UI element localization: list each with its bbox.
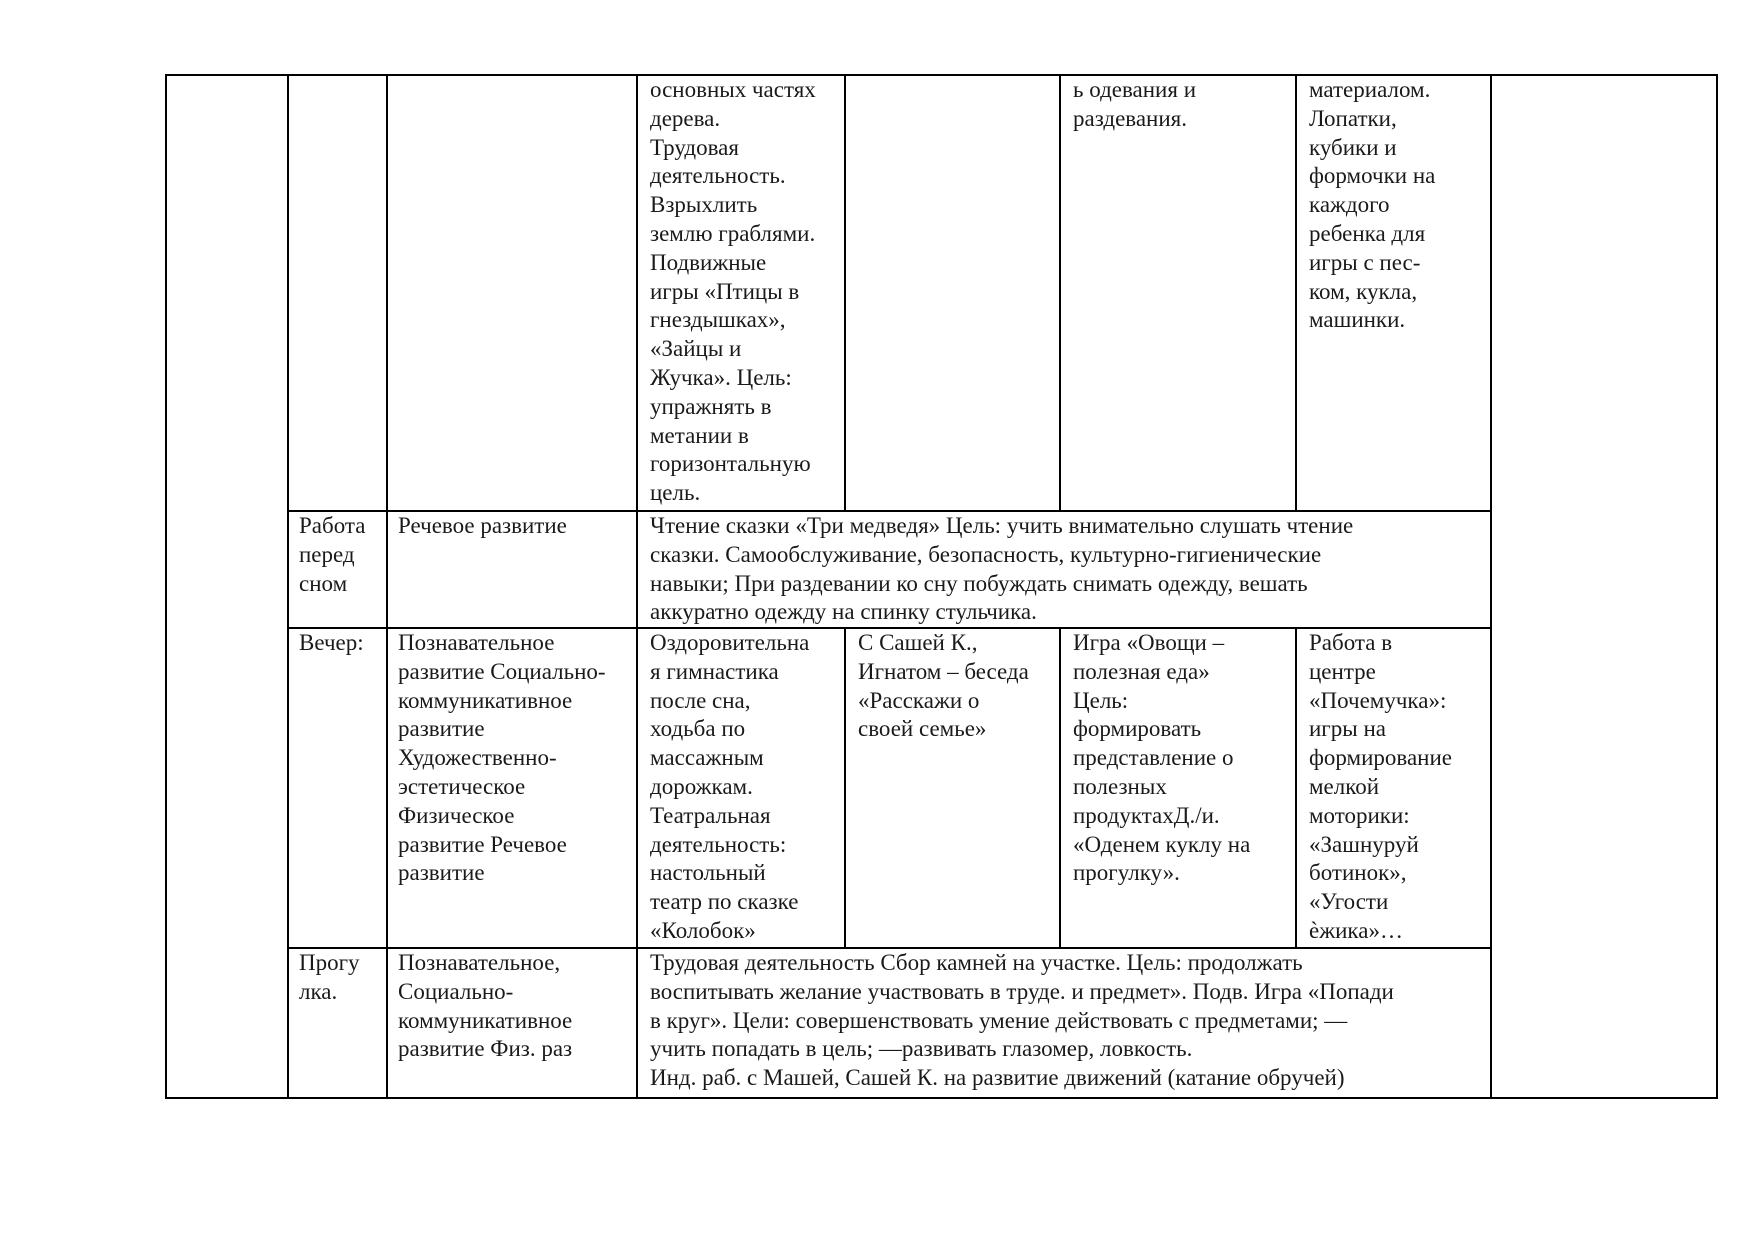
table-border-bottom [165,1097,1718,1099]
column-divider [1295,74,1297,511]
table-cell-game: Игра «Овощи – полезная еда» Цель: формировать представление о полезных продуктахД./и. «Оденем куклу на прогулку». [1073,630,1251,886]
column-divider [844,627,846,949]
row-label-evening: Вечер: [299,630,364,655]
row-label-walk: Прогу лка. [299,950,360,1004]
column-divider [1059,627,1061,949]
column-divider [1490,74,1492,1099]
table-cell-education-area: Познавательное развитие Социально- коммуникативное развитие Художественно- эстетическое Физическое развитие Речевое развитие [398,630,606,886]
column-divider [386,74,388,1099]
table-cell-self-service: ь одевания и раздевания. [1073,77,1197,131]
table-cell-walk-activities: основных частях дерева. Трудовая деятельность. Взрыхлить землю граблями. Подвижные игры «Птицы в гнездышках», «Зайцы и Жучка». Цель: упражнять в метании в горизонтальную цель. [650,77,816,506]
column-divider [287,74,289,1099]
table-cell-education-area: Речевое развитие [398,513,567,538]
table-cell-materials: материалом. Лопатки, кубики и формочки на каждого ребенка для игры с пес- ком, кукла, машинки. [1309,77,1436,333]
column-divider [636,74,638,1099]
row-label-before-sleep: Работа перед сном [299,513,366,596]
column-divider [1059,74,1061,511]
table-cell-walk-content: Трудовая деятельность Сбор камней на участке. Цель: продолжать воспитывать желание участвовать в труде. и предмет». Подв. Игра «Попади в круг». Цели: совершенствовать умение действовать с предметами; — учить попадать в цель; —развивать глазомер, ловкость. Инд. раб. с Машей, Сашей К. на развитие движений (катание обручей) [650,950,1394,1091]
column-divider [844,74,846,511]
table-cell-education-area: Познавательное, Социально- коммуникативное развитие Физ. раз [398,950,573,1062]
table-cell-group-activity: Оздоровительна я гимнастика после сна, ходьба по массажным дорожкам. Театральная деятельность: настольный театр по сказке «Колобок» [650,630,810,943]
table-cell-individual-work: С Сашей К., Игнатом – беседа «Расскажи о своей семье» [858,630,1029,742]
table-cell-center-work: Работа в центре «Почемучка»: игры на формирование мелкой моторики: «Зашнуруй ботинок», «Угости ѐжика»… [1309,630,1453,943]
table-border-right [1716,74,1718,1099]
column-divider [1295,627,1297,949]
table-cell-sleep-content: Чтение сказки «Три медведя» Цель: учить внимательно слушать чтение сказки. Самообслуживание, безопасность, культурно-гигиенические навыки; При раздевании ко сну побуждать снимать одежду, вешать аккуратно одежду на спинку стульчика. [650,513,1354,624]
table-border-left [165,74,167,1099]
